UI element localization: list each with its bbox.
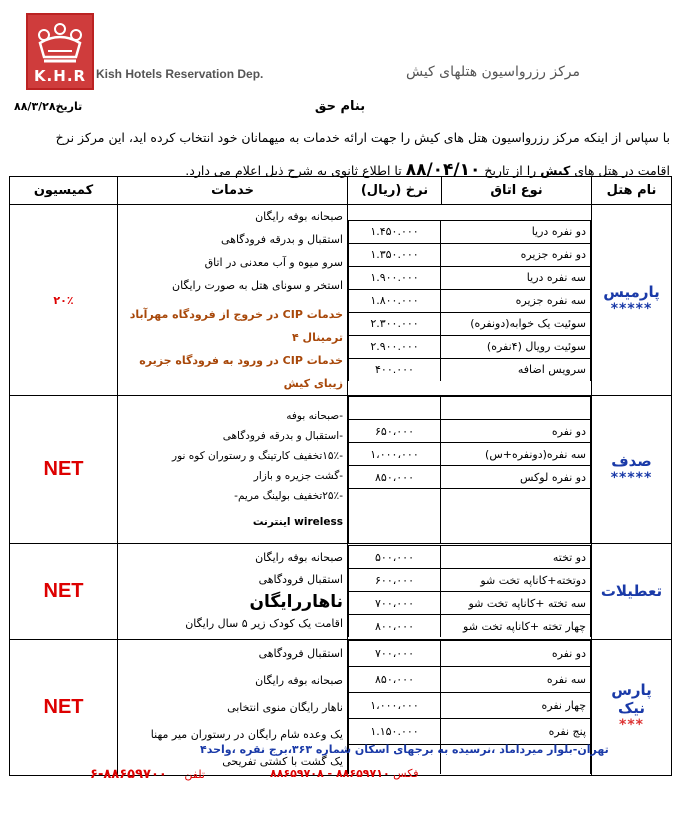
room-type: چهار تخته +کاناپه تخت شو: [441, 615, 591, 638]
room-rate: ۱.۸۰۰.۰۰۰: [349, 289, 441, 312]
room-rate: ۱.۱۵۰.۰۰۰: [349, 718, 441, 744]
room-rate: ۸۵۰،۰۰۰: [349, 666, 441, 692]
room-rate: ۶۰۰،۰۰۰: [349, 569, 441, 592]
fax-number: ۸۸۶۵۹۷۱۰ - ۸۸۶۵۹۷۰۸: [270, 767, 390, 780]
room-type: دو نفره: [441, 640, 591, 666]
table-row: [349, 443, 591, 466]
table-row: [349, 420, 591, 443]
hotel-stars: *****: [610, 470, 653, 487]
room-type: سوئیت رویال (۴نفره): [441, 335, 591, 358]
service-item: -استقبال و بدرقه فرودگاهی: [222, 430, 343, 443]
hotel-row-parmis: [10, 205, 672, 396]
hotel-cell: [592, 205, 672, 396]
room-type: دو نفره جزیره: [441, 243, 591, 266]
room-type: پنج نفره: [441, 718, 591, 744]
room-type: دوتخته+کاناپه تخت شو: [441, 569, 591, 592]
hotel-name: پارس نیک: [611, 681, 652, 717]
services-cell: [118, 543, 348, 639]
room-type: دو نفره: [441, 420, 591, 443]
intro-effective-date: ۸۸/۰۴/۱۰: [405, 160, 481, 180]
commission-cell: ۲۰٪: [10, 205, 118, 396]
table-row: [349, 592, 591, 615]
service-item: یک وعده شام رایگان در رستوران میر مهنا: [150, 727, 343, 741]
table-row: [349, 312, 591, 335]
hotel-row-sadaf: [10, 396, 672, 544]
header-services: خدمات: [118, 177, 348, 205]
service-item: صبحانه بوفه رایگان: [255, 551, 343, 564]
service-item: سرو میوه و آب معدنی در اتاق: [204, 256, 343, 269]
room-rate: ۸۵۰،۰۰۰: [349, 466, 441, 489]
table-row: [349, 615, 591, 638]
service-item: استقبال فرودگاهی: [258, 573, 343, 586]
service-item: اقامت یک کودک زیر ۵ سال رایگان: [185, 617, 343, 630]
table-row: [349, 640, 591, 666]
room-rate: ۷۰۰،۰۰۰: [349, 640, 441, 666]
room-rate: ۲.۹۰۰.۰۰۰: [349, 335, 441, 358]
room-type: سه نفره(دونفره+س): [441, 443, 591, 466]
intro-line-1: با سپاس از اینکه مرکز رزرواسیون هتل های کیش را جهت ارائه خدمات به میهمانان خود انتخاب کرده اید، این مرکز نرخ: [55, 130, 670, 145]
header-rate: نرخ (ریال): [348, 177, 442, 205]
room-type: سه نفره دریا: [441, 266, 591, 289]
room-type: سرویس اضافه: [441, 358, 591, 381]
room-rate: ۱،۰۰۰،۰۰۰: [349, 443, 441, 466]
center-title: مرکز رزرواسیون هتلهای کیش: [405, 64, 580, 80]
room-type: دو نفره دریا: [441, 220, 591, 243]
intro-line-2-mid: را از تاریخ: [484, 163, 537, 178]
service-item: -صبحانه بوفه: [286, 410, 343, 423]
table-row: [349, 243, 591, 266]
table-row: [349, 220, 591, 243]
service-item: -۱۵٪تخفیف کارتینگ و رستوران کوه نور: [172, 450, 343, 463]
intro-line-2-pre: اقامت در هتل های: [574, 163, 670, 178]
room-rate: ۶۵۰،۰۰۰: [349, 420, 441, 443]
room-rate: ۲.۳۰۰.۰۰۰: [349, 312, 441, 335]
tel-label: تلفن: [184, 768, 205, 781]
hotel-name: تعطیلات: [600, 582, 663, 600]
footer-tel: [90, 767, 205, 782]
logo-letters: K.H.R: [33, 67, 87, 85]
hotel-cell: [592, 396, 672, 544]
services-cell: [118, 205, 348, 396]
room-rate: ۱،۰۰۰،۰۰۰: [349, 692, 441, 718]
room-type: سه تخته +کاناپه تخت شو: [441, 592, 591, 615]
room-rate-list: [348, 220, 591, 381]
room-type: چهار نفره: [441, 692, 591, 718]
room-rate: ۷۰۰،۰۰۰: [349, 592, 441, 615]
service-cip-in: خدمات CIP در ورود به فرودگاه جزیره زیبای کیش: [139, 354, 343, 390]
table-row: [349, 358, 591, 381]
services-cell: [118, 396, 348, 544]
room-type: دو نفره لوکس: [441, 466, 591, 489]
room-rate: ۱.۹۰۰.۰۰۰: [349, 266, 441, 289]
room-rate-cell: [348, 396, 592, 544]
table-header-row: [10, 177, 672, 205]
hotel-stars: ***: [619, 717, 644, 733]
intro-line-2-post: تا اطلاع ثانوی به شرح ذیل اعلام می دارد.: [185, 163, 402, 178]
header-room: نوع اتاق: [442, 177, 592, 205]
footer-fax: [270, 767, 419, 780]
header-hotel: نام هتل: [592, 177, 672, 205]
room-rate: ۱.۴۵۰.۰۰۰: [349, 220, 441, 243]
header-commission: کمیسیون: [10, 177, 118, 205]
crown-icon: [34, 21, 86, 65]
room-rate-list: [348, 545, 591, 637]
table-row: [349, 266, 591, 289]
service-item: -گشت جزیره و بازار: [253, 470, 343, 483]
hotel-row-tatilat: [10, 543, 672, 639]
room-rate-list: [348, 396, 591, 543]
heading-bename: بنام حق: [314, 99, 366, 114]
hotel-name: صدف: [611, 452, 652, 471]
service-item: صبحانه بوفه رایگان: [255, 210, 343, 223]
service-item: -۲۵٪تخفیف بولینگ مریم-: [234, 490, 343, 503]
table-row: [349, 692, 591, 718]
commission-cell: NET: [10, 543, 118, 639]
service-item: ناهار رایگان منوی انتخابی: [227, 700, 343, 714]
service-cip-out: خدمات CIP در خروج از فرودگاه مهرآباد ترمینال ۴: [129, 308, 343, 344]
room-rate: ۵۰۰،۰۰۰: [349, 546, 441, 569]
service-item: صبحانه بوفه رایگان: [255, 673, 343, 687]
table-row: [349, 569, 591, 592]
room-type: دو تخته: [441, 546, 591, 569]
table-row: [349, 666, 591, 692]
document-date: تاریخ۸۸/۳/۲۸: [14, 100, 83, 113]
room-type: سوئیت یک خوابه(دونفره): [441, 312, 591, 335]
service-item: یک گشت با کشتی تفریحی: [222, 754, 343, 768]
footer-address: تهران-بلوار میرداماد ،نرسیده به برجهای اسکان شماره ۳۶۳،برج نقره ،واحد۴: [200, 743, 609, 756]
room-rate: ۸۰۰،۰۰۰: [349, 615, 441, 638]
table-row: [349, 335, 591, 358]
tel-number: ۸۸۶۵۹۷۰۰-۶: [90, 767, 167, 782]
logo: [26, 13, 94, 90]
room-type: سه نفره: [441, 666, 591, 692]
room-rate-cell: [348, 543, 592, 639]
service-wifi: wireless اینترنت: [252, 516, 343, 529]
dept-name: Kish Hotels Reservation Dep.: [96, 67, 264, 81]
hotel-cell: [592, 543, 672, 639]
room-rate-cell: [348, 205, 592, 396]
hotel-stars: *****: [610, 301, 653, 317]
service-item: ناهاررایگان: [249, 592, 343, 612]
service-item: استقبال فرودگاهی: [258, 646, 343, 660]
table-row: [349, 718, 591, 744]
table-row: [349, 289, 591, 312]
room-type: سه نفره جزیره: [441, 289, 591, 312]
intro-kish: کیش: [540, 163, 571, 178]
service-item: استخر و سونای هتل به صورت رایگان: [171, 279, 343, 292]
table-row: [349, 546, 591, 569]
commission-cell: NET: [10, 396, 118, 544]
service-item: استقبال و بدرقه فرودگاهی: [220, 233, 343, 246]
room-rate: ۴۰۰.۰۰۰: [349, 358, 441, 381]
fax-label: فکس: [393, 767, 419, 780]
commission-cell: NET: [10, 639, 118, 775]
rates-table: [9, 176, 672, 776]
hotel-name: پارمیس: [603, 283, 660, 301]
room-rate: ۱.۳۵۰.۰۰۰: [349, 243, 441, 266]
table-row: [349, 466, 591, 489]
